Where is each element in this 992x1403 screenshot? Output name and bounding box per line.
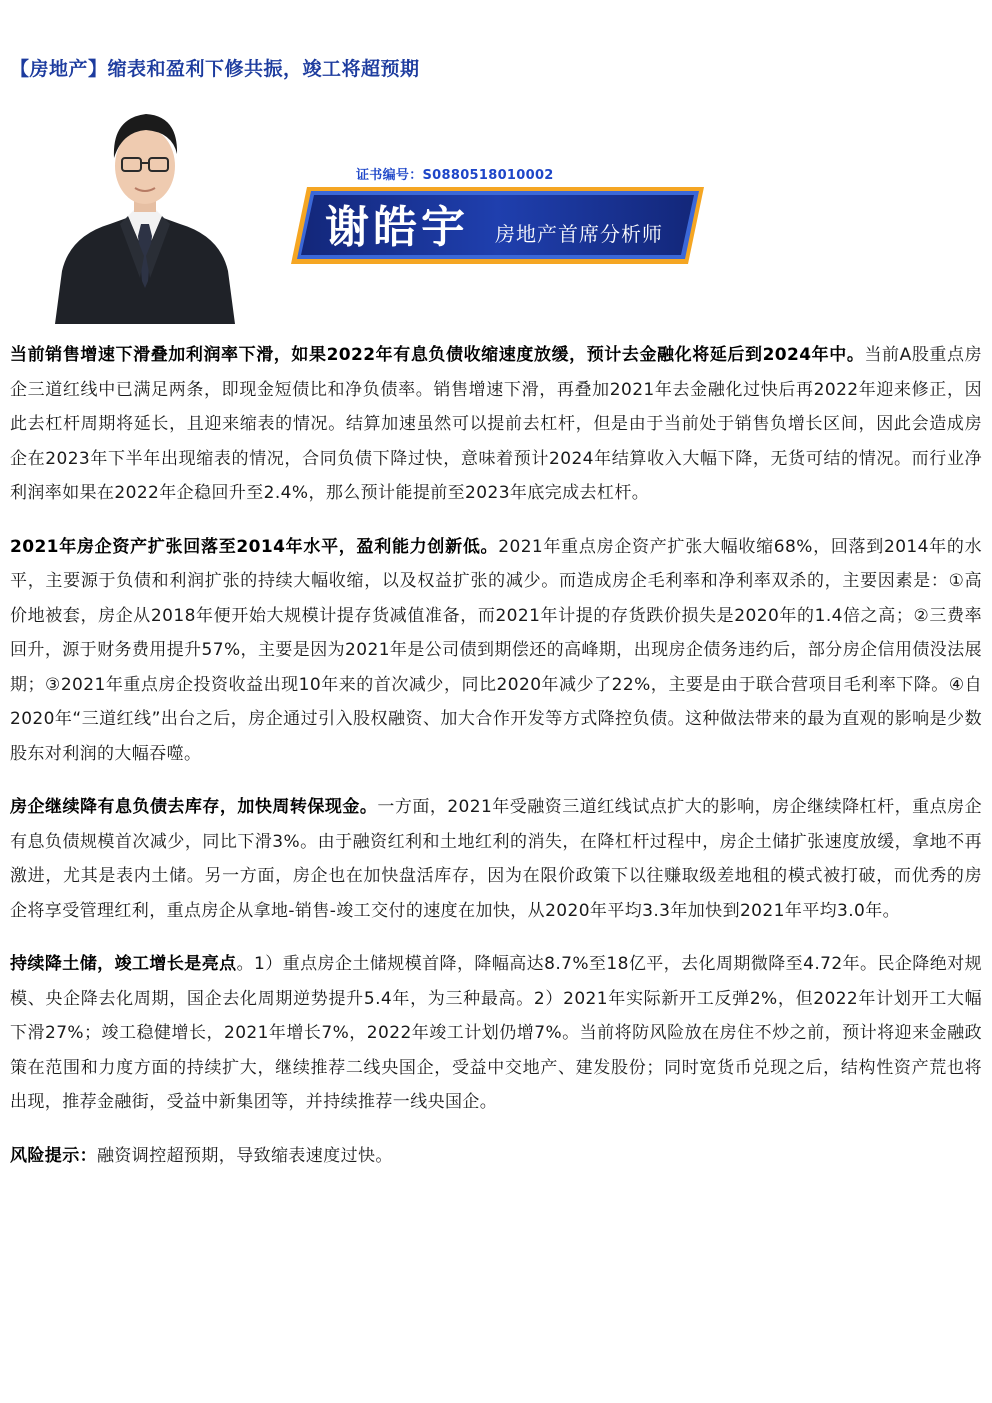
paragraph-risk-warning [10,1139,982,1174]
paragraph-deleveraging [10,790,982,928]
paragraph-sales-outlook [10,338,982,511]
paragraph-lead: 当前销售增速下滑叠加利润率下滑，如果2022年有息负债收缩速度放缓，预计去金融化将延后到2024年中。 [10,345,865,365]
paragraph-text: 融资调控超预期，导致缩表速度过快。 [97,1145,393,1166]
analyst-portrait [50,96,240,324]
page-title: 【房地产】缩表和盈利下修共振，竣工将超预期 [10,58,420,80]
analyst-role: 房地产首席分析师 [495,222,663,246]
report-body [10,338,982,1192]
paragraph-text: 。1）重点房企土储规模首降，降幅高达8.7%至18亿平，去化周期微降至4.72年。民企降绝对规模、央企降去化周期，国企去化周期逆势提升5.4年，为三种最高。2）2021年实际新开工反弹2%，但2022年计划开工大幅下滑27%；竣工稳健增长，2021年增长7%，2022年竣工计划仍增7%。当前将防风险放在房住不炒之前，预计将迎来金融政策在范围和力度方面的持续扩大，继续推荐二线央国企，受益中交地产、建发股份；同时宽货币兑现之后，结构性资产荒也将出现，推荐金融街，受益中新集团等，并持续推荐一线央国企。 [10,954,982,1112]
certificate-number: 证书编号：S0880518010002 [356,168,554,183]
paragraph-text: 2021年重点房企资产扩张大幅收缩68%，回落到2014年的水平，主要源于负债和利润扩张的持续大幅收缩，以及权益扩张的减少。而造成房企毛利率和净利率双杀的，主要因素是：①高价地被套，房企从2018年便开始大规模计提存货减值准备，而2021年计提的存货跌价损失是2020年的1.4倍之高；②三费率回升，源于财务费用提升57%，主要是因为2021年是公司债到期偿还的高峰期，出现房企债务违约后，部分房企信用债没法展期；③2021年重点房企投资收益出现10年来的首次减少，同比2020年减少了22%，主要是由于联合营项目毛利率下降。④自2020年“三道红线”出台之后，房企通过引入股权融资、加大合作开发等方式降控负债。这种做法带来的最为直观的影响是少数股东对利润的大幅吞噬。 [10,536,982,764]
paragraph-text: 当前A股重点房企三道红线中已满足两条，即现金短债比和净负债率。销售增速下滑，再叠加2021年去金融化过快后再2022年迎来修正，因此去杠杆周期将延长，且迎来缩表的情况。结算加速虽然可以提前去杠杆，但是由于当前处于销售负增长区间，因此会造成房企在2023年下半年出现缩表的情况，合同负债下降过快，意味着预计2024年结算收入大幅下降，无货可结的情况。而行业净利润率如果在2022年企稳回升至2.4%，那么预计能提前至2023年底完成去杠杆。 [10,345,982,503]
paragraph-text: 一方面，2021年受融资三道红线试点扩大的影响，房企继续降杠杆，重点房企有息负债规模首次减少，同比下滑3%。由于融资红利和土地红利的消失，在降杠杆过程中，房企土储扩张速度放缓，拿地不再激进，尤其是表内土储。另一方面，房企也在加快盘活库存，因为在限价政策下以往赚取级差地租的模式被打破，而优秀的房企将享受管理红利，重点房企从拿地-销售-竣工交付的速度在加快，从2020年平均3.3年加快到2021年平均3.0年。 [10,797,982,921]
paragraph-land-reserve [10,947,982,1120]
paragraph-lead: 2021年房企资产扩张回落至2014年水平，盈利能力创新低。 [10,536,499,557]
analyst-name-banner [283,185,708,270]
paragraph-lead: 房企继续降有息负债去库存，加快周转保现金。 [10,797,378,817]
paragraph-lead: 持续降土储，竣工增长是亮点 [10,954,237,974]
paragraph-asset-expansion [10,530,982,772]
analyst-header [0,96,992,328]
paragraph-lead: 风险提示： [10,1145,97,1166]
analyst-name: 谢皓宇 [325,202,469,253]
